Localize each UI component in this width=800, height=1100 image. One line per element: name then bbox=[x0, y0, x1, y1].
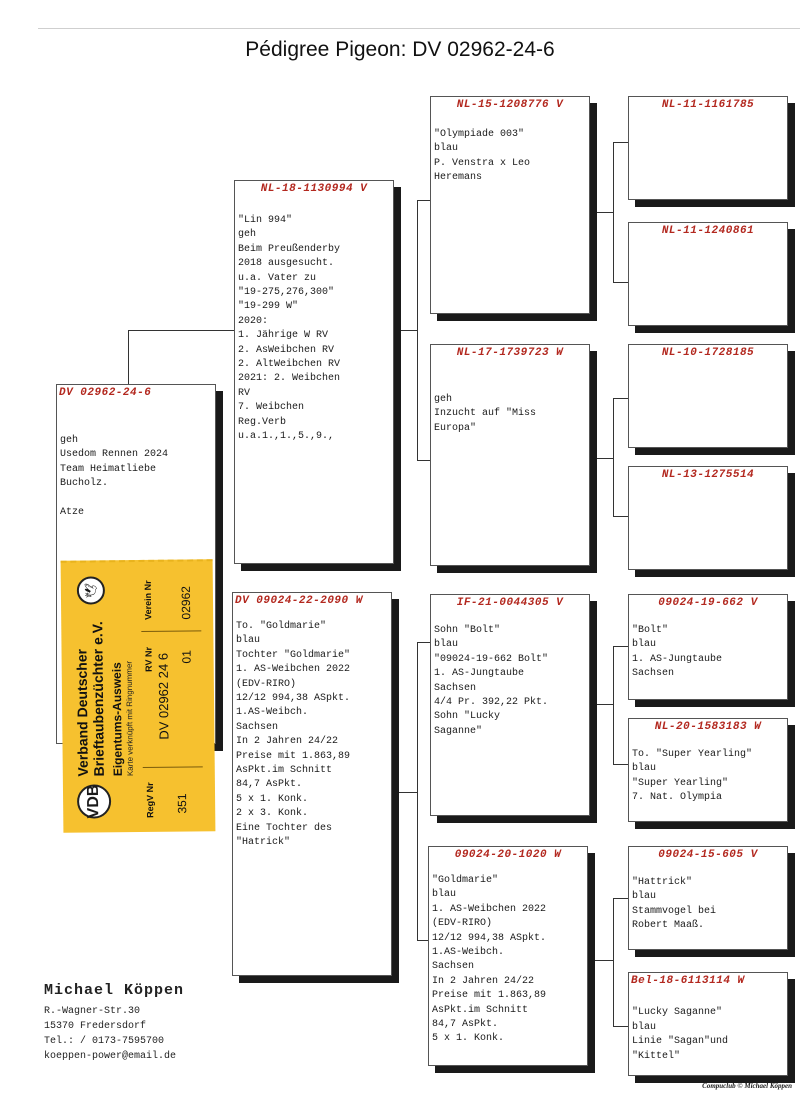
pigeon-emblem-icon: 🕊 bbox=[77, 576, 105, 604]
pigeon-notes bbox=[629, 482, 787, 486]
ring-number: NL-13-1275514 bbox=[661, 469, 755, 481]
credit-text: Compuclub © Michael Köppen bbox=[702, 1082, 792, 1090]
vdb-logo-icon: VDB bbox=[77, 784, 111, 818]
connector bbox=[613, 898, 614, 1026]
rv-label: RV Nr bbox=[143, 646, 154, 672]
pigeon-notes: To. "Goldmarie" blau Tochter "Goldmarie" 1. AS-Weibchen 2022 (EDV-RIRO) 12/12 994,38 ASpkt. 1.AS-Weibch. Sachsen In 2 Jahren 24/22 Preise mit 1.863,89 AsPkt.im Schnitt 84,7 AsPkt. 5 x 1. Konk. 2 x 3. Konk. Eine Tochter des "Hatrick" bbox=[236, 621, 351, 849]
great-grandparent-card bbox=[628, 222, 788, 326]
ring-number: 09024-15-605 V bbox=[658, 849, 758, 861]
connector bbox=[590, 212, 613, 213]
connector bbox=[613, 646, 614, 764]
ring-number: NL-17-1739723 W bbox=[456, 347, 564, 359]
ring-number: 09024-19-662 V bbox=[658, 597, 758, 609]
ring-number: 09024-20-1020 W bbox=[454, 849, 562, 861]
great-grandparent-card bbox=[628, 594, 788, 700]
pigeon-notes bbox=[629, 112, 787, 116]
regv-label: RegV Nr bbox=[144, 782, 156, 818]
grandparent-card bbox=[428, 846, 588, 1066]
connector bbox=[613, 516, 628, 517]
verein-label: Verein Nr bbox=[142, 580, 154, 620]
connector bbox=[613, 142, 628, 143]
connector bbox=[417, 642, 431, 643]
org-name: Verband Deutscher Brieftaubenzüchter e.V. bbox=[73, 621, 107, 777]
connector bbox=[417, 200, 431, 201]
sire-card bbox=[234, 180, 394, 564]
great-grandparent-card bbox=[628, 846, 788, 950]
pigeon-notes: "Lucky Saganne" blau Linie "Sagan"und "Kittel" bbox=[632, 1007, 729, 1062]
dam-card bbox=[232, 592, 392, 976]
ring-number: DV 02962-24-6 bbox=[59, 387, 152, 399]
ring-number: NL-18-1130994 V bbox=[260, 183, 368, 195]
ring-number: NL-20-1583183 W bbox=[654, 721, 762, 733]
divider bbox=[143, 766, 203, 768]
pigeon-notes bbox=[629, 238, 787, 242]
pigeon-notes: "Bolt" blau 1. AS-Jungtaube Sachsen bbox=[632, 625, 723, 680]
pigeon-notes: geh Inzucht auf "Miss Europa" bbox=[434, 393, 537, 434]
card-title: Eigentums-Ausweis bbox=[109, 662, 125, 777]
connector bbox=[613, 398, 628, 399]
connector bbox=[394, 330, 417, 331]
great-grandparent-card bbox=[628, 972, 788, 1076]
connector bbox=[417, 460, 431, 461]
ring-number: DV 09024-22-2090 W bbox=[235, 595, 363, 607]
grandparent-card bbox=[430, 96, 590, 314]
connector bbox=[394, 792, 417, 793]
ring-number: Bel-18-6113114 W bbox=[631, 975, 745, 987]
pigeon-notes: Sohn "Bolt" blau "09024-19-662 Bolt" 1. AS-Jungtaube Sachsen 4/4 Pr. 392,22 Pkt. Sohn "Lucky Saganne" bbox=[434, 625, 549, 737]
ring-number: IF-21-0044305 V bbox=[456, 597, 564, 609]
rv-value: 01 bbox=[179, 650, 194, 664]
page-title: Pédigree Pigeon: DV 02962-24-6 bbox=[245, 38, 555, 61]
owner-address: R.-Wagner-Str.30 15370 Fredersdorf Tel.: / 0173-7595700 koeppen-power@email.de bbox=[44, 1006, 177, 1062]
connector bbox=[613, 764, 628, 765]
ring-number: NL-11-1240861 bbox=[661, 225, 755, 237]
ring-number: NL-11-1161785 bbox=[661, 99, 755, 111]
verein-value: 02962 bbox=[178, 586, 194, 620]
owner-name: Michael Köppen bbox=[44, 982, 185, 999]
grandparent-card bbox=[430, 594, 590, 816]
card-ring: DV 02962 24 6 bbox=[155, 652, 172, 740]
ring-number: NL-10-1728185 bbox=[661, 347, 755, 359]
divider bbox=[141, 630, 201, 632]
connector bbox=[613, 142, 614, 282]
connector bbox=[613, 646, 628, 647]
connector bbox=[128, 330, 236, 331]
connector bbox=[613, 1026, 628, 1027]
connector bbox=[590, 704, 613, 705]
regv-value: 351 bbox=[175, 793, 190, 814]
ring-number: NL-15-1208776 V bbox=[456, 99, 564, 111]
connector bbox=[613, 282, 628, 283]
connector bbox=[128, 330, 129, 386]
pigeon-notes bbox=[629, 360, 787, 364]
grandparent-card bbox=[430, 344, 590, 566]
pigeon-notes: To. "Super Yearling" blau "Super Yearling" 7. Nat. Olympia bbox=[632, 749, 753, 804]
connector bbox=[613, 398, 614, 516]
great-grandparent-card bbox=[628, 96, 788, 200]
top-rule bbox=[38, 28, 800, 29]
connector bbox=[417, 200, 418, 460]
great-grandparent-card bbox=[628, 718, 788, 822]
pigeon-notes: "Lin 994" geh Beim Preußenderby 2018 ausgesucht. u.a. Vater zu "19-275,276,300" "19-299 W" 2020: 1. Jährige W RV 2. AsWeibchen RV 2. AltWeibchen RV 2021: 2. Weibchen RV 7. Weibchen Reg.Verb u.a.1.,1.,5.,9., bbox=[238, 215, 341, 443]
ownership-card bbox=[61, 559, 216, 833]
connector bbox=[590, 960, 613, 961]
pigeon-notes: geh Usedom Rennen 2024 Team Heimatliebe Bucholz. Atze bbox=[60, 435, 169, 519]
connector bbox=[417, 642, 418, 940]
pigeon-notes: "Olympiade 003" blau P. Venstra x Leo Heremans bbox=[434, 129, 531, 184]
card-subtitle: Karte verknüpft mit Ringnummer bbox=[124, 660, 135, 777]
connector bbox=[590, 458, 613, 459]
great-grandparent-card bbox=[628, 344, 788, 448]
great-grandparent-card bbox=[628, 466, 788, 570]
pigeon-notes: "Hattrick" blau Stammvogel bei Robert Maaß. bbox=[632, 877, 717, 932]
pigeon-notes: "Goldmarie" blau 1. AS-Weibchen 2022 (EDV-RIRO) 12/12 994,38 ASpkt. 1.AS-Weibch. Sachsen In 2 Jahren 24/22 Preise mit 1.863,89 AsPkt.im Schnitt 84,7 AsPkt. 5 x 1. Konk. bbox=[432, 875, 547, 1045]
connector bbox=[613, 898, 628, 899]
